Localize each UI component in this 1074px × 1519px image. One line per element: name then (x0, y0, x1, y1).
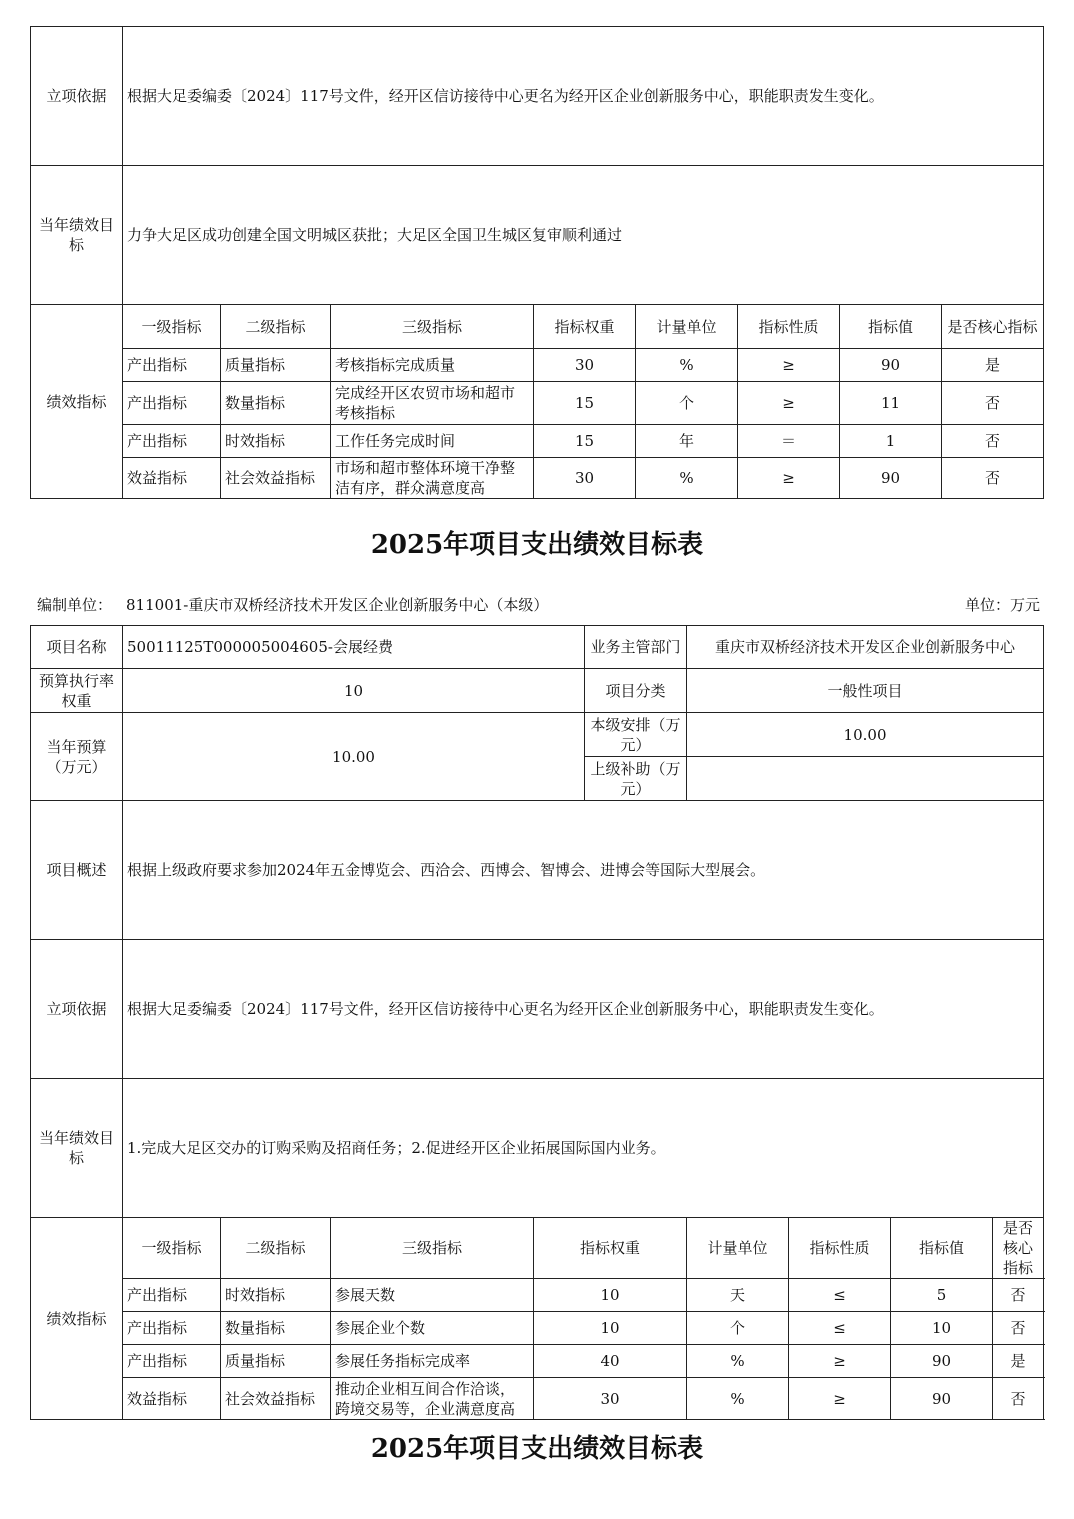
cell: 产出指标 (123, 425, 221, 458)
cell: 15 (534, 425, 636, 458)
cell: 90 (891, 1378, 993, 1420)
cell: 社会效益指标 (221, 1378, 331, 1420)
cell: % (636, 458, 738, 499)
cell: 工作任务完成时间 (331, 425, 534, 458)
goal-text: 力争大足区成功创建全国文明城区获批；大足区全国卫生城区复审顺利通过 (123, 166, 1044, 305)
cell: ≤ (789, 1279, 891, 1312)
cell: ≥ (738, 382, 840, 425)
local-label: 本级安排（万元） (585, 713, 687, 757)
header-cell: 是否核心指标 (942, 305, 1044, 349)
cell: 个 (687, 1312, 789, 1345)
org-value: 811001-重庆市双桥经济技术开发区企业创新服务中心（本级） (126, 596, 549, 614)
cell: 90 (840, 349, 942, 382)
table-row (31, 349, 1044, 382)
cell: 质量指标 (221, 349, 331, 382)
cell: ≥ (738, 458, 840, 499)
cell: 10 (534, 1279, 687, 1312)
overview-text: 根据上级政府要求参加2024年五金博览会、西洽会、西博会、智博会、进博会等国际大型展会。 (123, 801, 1044, 940)
cell: ≥ (738, 349, 840, 382)
cell: 30 (534, 458, 636, 499)
cell: 社会效益指标 (221, 458, 331, 499)
goal-text: 1.完成大足区交办的订购采购及招商任务；2.促进经开区企业拓展国际国内业务。 (123, 1079, 1044, 1218)
basis-label: 立项依据 (31, 27, 123, 166)
cell: 数量指标 (221, 382, 331, 425)
cell: 产出指标 (123, 382, 221, 425)
table-row (31, 1312, 1044, 1345)
upper-value (687, 757, 1044, 801)
local-value: 10.00 (687, 713, 1044, 757)
header-cell: 指标性质 (738, 305, 840, 349)
cell: 否 (993, 1378, 1044, 1420)
header-cell: 指标性质 (789, 1218, 891, 1279)
cell: 效益指标 (123, 458, 221, 499)
cell: 90 (891, 1345, 993, 1378)
table-row (31, 1279, 1044, 1312)
cell: 质量指标 (221, 1345, 331, 1378)
cell: 参展企业个数 (331, 1312, 534, 1345)
cell: 否 (942, 458, 1044, 499)
header-cell: 指标值 (840, 305, 942, 349)
dept-label: 业务主管部门 (585, 626, 687, 669)
cell: ≥ (789, 1378, 891, 1420)
category-label: 项目分类 (585, 669, 687, 713)
budget-value: 10.00 (123, 713, 585, 801)
header-cell: 三级指标 (331, 1218, 534, 1279)
cell: 10 (534, 1312, 687, 1345)
table-row (31, 458, 1044, 499)
header-cell: 计量单位 (636, 305, 738, 349)
cell: 年 (636, 425, 738, 458)
cell: 是 (993, 1345, 1044, 1378)
header-cell: 指标值 (891, 1218, 993, 1279)
cell: ≤ (789, 1312, 891, 1345)
weight-value: 10 (123, 669, 585, 713)
cell: 30 (534, 349, 636, 382)
cell: % (687, 1378, 789, 1420)
cell: ＝ (738, 425, 840, 458)
project-target-table (30, 625, 1044, 1420)
cell: 90 (840, 458, 942, 499)
cell: 完成经开区农贸市场和超市考核指标 (331, 382, 534, 425)
cell: 效益指标 (123, 1378, 221, 1420)
top-target-table (30, 26, 1044, 499)
header-cell: 一级指标 (123, 305, 221, 349)
unit-label: 单位：万元 (964, 596, 1040, 614)
cell: 市场和超市整体环境干净整洁有序，群众满意度高 (331, 458, 534, 499)
cell: 否 (993, 1279, 1044, 1312)
cell: 否 (993, 1312, 1044, 1345)
header-cell: 二级指标 (221, 305, 331, 349)
header-cell: 指标权重 (534, 305, 636, 349)
budget-label: 当年预算（万元） (31, 713, 123, 801)
cell: 是 (942, 349, 1044, 382)
header-cell: 一级指标 (123, 1218, 221, 1279)
org-info (37, 594, 548, 615)
cell: % (687, 1345, 789, 1378)
category-value: 一般性项目 (687, 669, 1044, 713)
project-name-label: 项目名称 (31, 626, 123, 669)
cell: 时效指标 (221, 425, 331, 458)
cell: 5 (891, 1279, 993, 1312)
perf-label: 绩效指标 (31, 1218, 123, 1420)
cell: 15 (534, 382, 636, 425)
goal-label: 当年绩效目标 (31, 166, 123, 305)
cell: 天 (687, 1279, 789, 1312)
table-row (31, 425, 1044, 458)
upper-label: 上级补助（万元） (585, 757, 687, 801)
cell: 时效指标 (221, 1279, 331, 1312)
weight-label: 预算执行率权重 (31, 669, 123, 713)
cell: 参展天数 (331, 1279, 534, 1312)
cell: 10 (891, 1312, 993, 1345)
table-row (31, 382, 1044, 425)
table-row (31, 1378, 1044, 1420)
header-cell: 计量单位 (687, 1218, 789, 1279)
cell: 1 (840, 425, 942, 458)
cell: 11 (840, 382, 942, 425)
header-cell: 是否核心指标 (993, 1218, 1044, 1279)
cell: ≥ (789, 1345, 891, 1378)
header-cell: 二级指标 (221, 1218, 331, 1279)
dept-value: 重庆市双桥经济技术开发区企业创新服务中心 (687, 626, 1044, 669)
table-row (31, 1345, 1044, 1378)
cell: 否 (942, 425, 1044, 458)
cell: 否 (942, 382, 1044, 425)
project-name-value: 50011125T000005004605-会展经费 (123, 626, 585, 669)
cell: 数量指标 (221, 1312, 331, 1345)
cell: 产出指标 (123, 1312, 221, 1345)
cell: 产出指标 (123, 1279, 221, 1312)
perf-label: 绩效指标 (31, 305, 123, 499)
basis-label: 立项依据 (31, 940, 123, 1079)
cell: 考核指标完成质量 (331, 349, 534, 382)
header-cell: 三级指标 (331, 305, 534, 349)
next-page-title: 2025年项目支出绩效目标表 (370, 1434, 704, 1464)
basis-text: 根据大足委编委〔2024〕117号文件，经开区信访接待中心更名为经开区企业创新服务中心，职能职责发生变化。 (123, 27, 1044, 166)
cell: 产出指标 (123, 1345, 221, 1378)
goal-label: 当年绩效目标 (31, 1079, 123, 1218)
cell: 产出指标 (123, 349, 221, 382)
page-title: 2025年项目支出绩效目标表 (370, 530, 704, 560)
cell: 30 (534, 1378, 687, 1420)
cell: 个 (636, 382, 738, 425)
cell: 推动企业相互间合作洽谈，跨境交易等，企业满意度高 (331, 1378, 534, 1420)
cell: % (636, 349, 738, 382)
cell: 参展任务指标完成率 (331, 1345, 534, 1378)
basis-text: 根据大足委编委〔2024〕117号文件，经开区信访接待中心更名为经开区企业创新服务中心，职能职责发生变化。 (123, 940, 1044, 1079)
overview-label: 项目概述 (31, 801, 123, 940)
cell: 40 (534, 1345, 687, 1378)
header-cell: 指标权重 (534, 1218, 687, 1279)
org-label: 编制单位： (37, 596, 113, 614)
